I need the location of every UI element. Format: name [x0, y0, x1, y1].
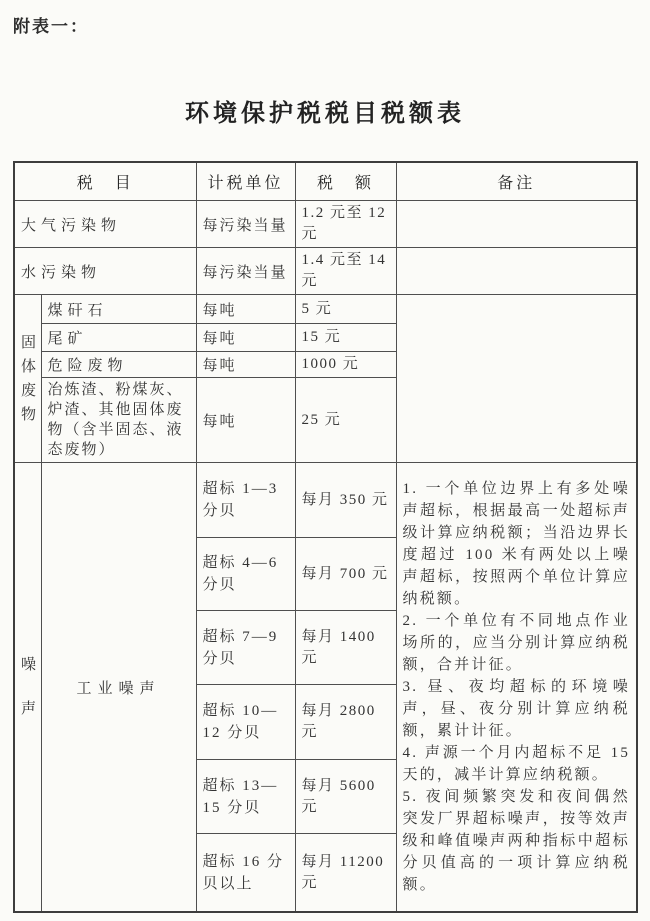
table-row	[14, 463, 637, 538]
remark-item: 5. 夜间频繁突发和夜间偶然突发厂界超标噪声，按等效声级和峰值噪声两种指标中超标分贝值高的一项计算应纳税额。	[402, 789, 631, 893]
unit-cell: 每吨	[196, 295, 295, 324]
amount-cell: 每月 11200 元	[295, 834, 396, 913]
amount-cell: 每月 1400 元	[295, 611, 396, 685]
amount-cell: 15 元	[295, 324, 396, 352]
header-tax-amount: 税 额	[295, 162, 396, 201]
noise-level-cell: 超标 10—12 分贝	[196, 685, 295, 760]
amount-cell: 每月 700 元	[295, 538, 396, 611]
table-header-row	[14, 162, 637, 201]
tax-item-cell: 水污染物	[14, 248, 196, 295]
amount-cell: 1.4 元至 14 元	[295, 248, 396, 295]
tax-rate-table	[13, 161, 638, 913]
noise-level-cell: 超标 4—6 分贝	[196, 538, 295, 611]
amount-cell: 5 元	[295, 295, 396, 324]
amount-cell: 1000 元	[295, 352, 396, 378]
subgroup-label-industrial-noise: 工业噪声	[41, 463, 196, 913]
header-remark: 备注	[396, 162, 637, 201]
unit-cell: 每吨	[196, 378, 295, 463]
amount-cell: 25 元	[295, 378, 396, 463]
unit-cell: 每污染当量	[196, 248, 295, 295]
remark-item: 3. 昼、夜均超标的环境噪声，昼、夜分别计算应纳税额，累计计征。	[402, 679, 631, 739]
table-row	[14, 248, 637, 295]
table-row	[14, 295, 637, 324]
amount-cell: 每月 5600 元	[295, 760, 396, 834]
tax-item-cell: 煤矸石	[41, 295, 196, 324]
noise-level-cell: 超标 1—3 分贝	[196, 463, 295, 538]
noise-level-cell: 超标 16 分贝以上	[196, 834, 295, 913]
noise-level-cell: 超标 7—9 分贝	[196, 611, 295, 685]
table-row	[14, 201, 637, 248]
amount-cell: 1.2 元至 12 元	[295, 201, 396, 248]
remark-cell	[396, 295, 637, 463]
tax-item-cell: 冶炼渣、粉煤灰、炉渣、其他固体废物（含半固态、液态废物）	[41, 378, 196, 463]
remark-item: 4. 声源一个月内超标不足 15 天的，减半计算应纳税额。	[402, 745, 631, 783]
remark-cell	[396, 201, 637, 248]
remark-item: 1. 一个单位边界上有多处噪声超标，根据最高一处超标声级计算应纳税额；当沿边界长度超过 100 米有两处以上噪声超标，按照两个单位计算应纳税额。	[402, 481, 631, 607]
remark-item: 2. 一个单位有不同地点作业场所的，应当分别计算应纳税额，合并计征。	[402, 613, 631, 673]
unit-cell: 每吨	[196, 352, 295, 378]
noise-level-cell: 超标 13—15 分贝	[196, 760, 295, 834]
group-label-noise: 噪声	[14, 463, 41, 913]
annex-label: 附表一：	[13, 17, 89, 36]
amount-cell: 每月 350 元	[295, 463, 396, 538]
unit-cell: 每污染当量	[196, 201, 295, 248]
remarks-cell	[396, 463, 637, 913]
tax-item-cell: 尾矿	[41, 324, 196, 352]
remark-cell	[396, 248, 637, 295]
header-tax-item: 税 目	[14, 162, 196, 201]
group-label-solid-waste: 固体废物	[14, 295, 41, 463]
amount-cell: 每月 2800 元	[295, 685, 396, 760]
header-tax-unit: 计税单位	[196, 162, 295, 201]
page-title: 环境保护税税目税额表	[185, 101, 465, 127]
tax-item-cell: 大气污染物	[14, 201, 196, 248]
tax-item-cell: 危险废物	[41, 352, 196, 378]
unit-cell: 每吨	[196, 324, 295, 352]
